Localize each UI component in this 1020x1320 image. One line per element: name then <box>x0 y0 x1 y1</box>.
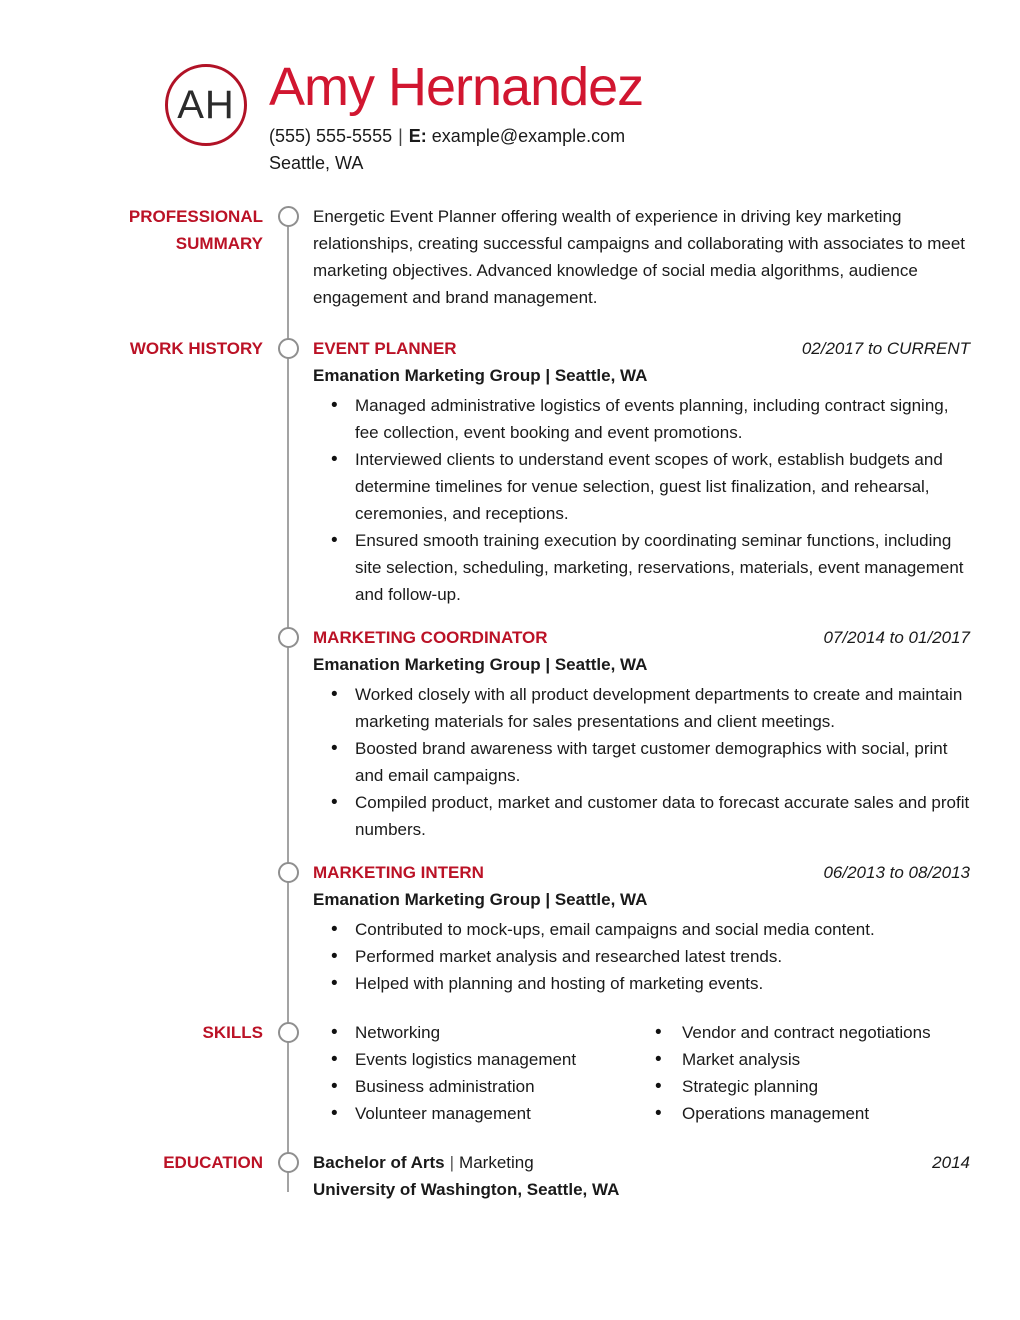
location: Seattle, WA <box>269 153 364 173</box>
timeline-gutter <box>263 1019 313 1127</box>
skill-item: • Networking <box>313 1019 655 1046</box>
bullet-item: • Contributed to mock-ups, email campaigns and social media content. <box>313 916 970 943</box>
job-header <box>313 859 970 886</box>
section-education <box>0 1149 1020 1203</box>
skill-item: • Operations management <box>655 1100 970 1127</box>
job-dates: 02/2017 to CURRENT <box>801 339 970 358</box>
degree-line <box>313 1149 534 1176</box>
job-title: MARKETING COORDINATOR <box>313 628 548 647</box>
timeline-node <box>278 627 299 648</box>
job-entry <box>313 335 970 608</box>
section-label-empty <box>0 859 263 997</box>
timeline-gutter <box>263 1149 313 1203</box>
bullet-item: • Worked closely with all product development departments to create and maintain marketing materials for sales presentations and client meetings. <box>313 681 970 735</box>
email-label: E: <box>408 126 427 146</box>
skill-item: • Events logistics management <box>313 1046 655 1073</box>
contact-line <box>269 123 643 150</box>
job-bullet-list <box>313 916 970 997</box>
job-entry <box>313 859 970 997</box>
resume-header <box>0 0 1020 177</box>
job-header <box>313 624 970 651</box>
bullet-item: • Helped with planning and hosting of marketing events. <box>313 970 970 997</box>
skills-columns <box>313 1019 970 1127</box>
section-label <box>0 335 263 608</box>
section-label-text: EDUCATION <box>163 1153 263 1172</box>
skill-item: • Vendor and contract negotiations <box>655 1019 970 1046</box>
job-company: Emanation Marketing Group | Seattle, WA <box>313 655 648 674</box>
section-work-history <box>0 335 1020 608</box>
bullet-item: • Boosted brand awareness with target customer demographics with social, print and email campaigns. <box>313 735 970 789</box>
skill-item: • Market analysis <box>655 1046 970 1073</box>
header-text-block <box>269 58 643 177</box>
school-name: University of Washington, Seattle, WA <box>313 1180 620 1199</box>
section-label-text: PROFESSIONAL SUMMARY <box>128 207 263 253</box>
bullet-item: • Performed market analysis and researched latest trends. <box>313 943 970 970</box>
section-label <box>0 203 263 311</box>
job-title: MARKETING INTERN <box>313 863 484 882</box>
bullet-item: • Ensured smooth training execution by coordinating seminar functions, including site selection, scheduling, marketing, reservations, materials, event management and follow-up. <box>313 527 970 608</box>
degree-name: Bachelor of Arts <box>313 1153 445 1172</box>
job-row <box>0 859 1020 997</box>
job-row <box>0 624 1020 843</box>
phone-number: (555) 555-5555 <box>269 126 393 146</box>
section-label <box>0 1019 263 1127</box>
job-company: Emanation Marketing Group | Seattle, WA <box>313 890 648 909</box>
job-dates: 07/2014 to 01/2017 <box>823 628 970 647</box>
job-bullet-list <box>313 681 970 843</box>
section-label-text: SKILLS <box>202 1023 263 1042</box>
section-label-text: WORK HISTORY <box>129 339 263 358</box>
summary-text: Energetic Event Planner offering wealth of experience in driving key marketing relationships, creating successful campaigns and collaborating with associates to meet marketing objectives. Advanced knowledge of social media algorithms, audience engagement and brand management. <box>313 207 966 307</box>
section-professional-summary <box>0 203 1020 311</box>
skill-item: • Volunteer management <box>313 1100 655 1127</box>
bullet-item: • Managed administrative logistics of events planning, including contract signing, fee collection, event booking and event promotions. <box>313 392 970 446</box>
email-address: example@example.com <box>431 126 626 146</box>
timeline-gutter <box>263 859 313 997</box>
education-header <box>313 1149 970 1176</box>
avatar-initials: AH <box>177 83 235 127</box>
timeline-node <box>278 1022 299 1043</box>
skills-column-left <box>313 1019 655 1127</box>
education-entry <box>313 1149 970 1203</box>
degree-separator: | <box>449 1153 455 1172</box>
job-entry <box>313 624 970 843</box>
section-label-empty <box>0 624 263 843</box>
avatar-initials-badge <box>165 64 247 146</box>
job-company: Emanation Marketing Group | Seattle, WA <box>313 366 648 385</box>
contact-separator: | <box>398 126 403 146</box>
timeline-node <box>278 338 299 359</box>
section-skills <box>0 1019 1020 1127</box>
candidate-name: Amy Hernandez <box>269 57 644 117</box>
skill-item: • Business administration <box>313 1073 655 1100</box>
job-title: EVENT PLANNER <box>313 339 457 358</box>
timeline-node <box>278 206 299 227</box>
degree-field: Marketing <box>459 1153 534 1172</box>
timeline-gutter <box>263 203 313 311</box>
job-header <box>313 335 970 362</box>
graduation-year: 2014 <box>932 1153 970 1172</box>
timeline-gutter <box>263 624 313 843</box>
timeline-node <box>278 1152 299 1173</box>
skill-item: • Strategic planning <box>655 1073 970 1100</box>
bullet-item: • Compiled product, market and customer data to forecast accurate sales and profit numbers. <box>313 789 970 843</box>
bullet-item: • Interviewed clients to understand event scopes of work, establish budgets and determine timelines for venue selection, guest list finalization, and rehearsal, ceremonies, and receptions. <box>313 446 970 527</box>
job-bullet-list <box>313 392 970 608</box>
skills-column-right <box>655 1019 970 1127</box>
timeline-gutter <box>263 335 313 608</box>
timeline-node <box>278 862 299 883</box>
section-label <box>0 1149 263 1203</box>
location-line <box>269 150 643 177</box>
job-dates: 06/2013 to 08/2013 <box>823 863 970 882</box>
